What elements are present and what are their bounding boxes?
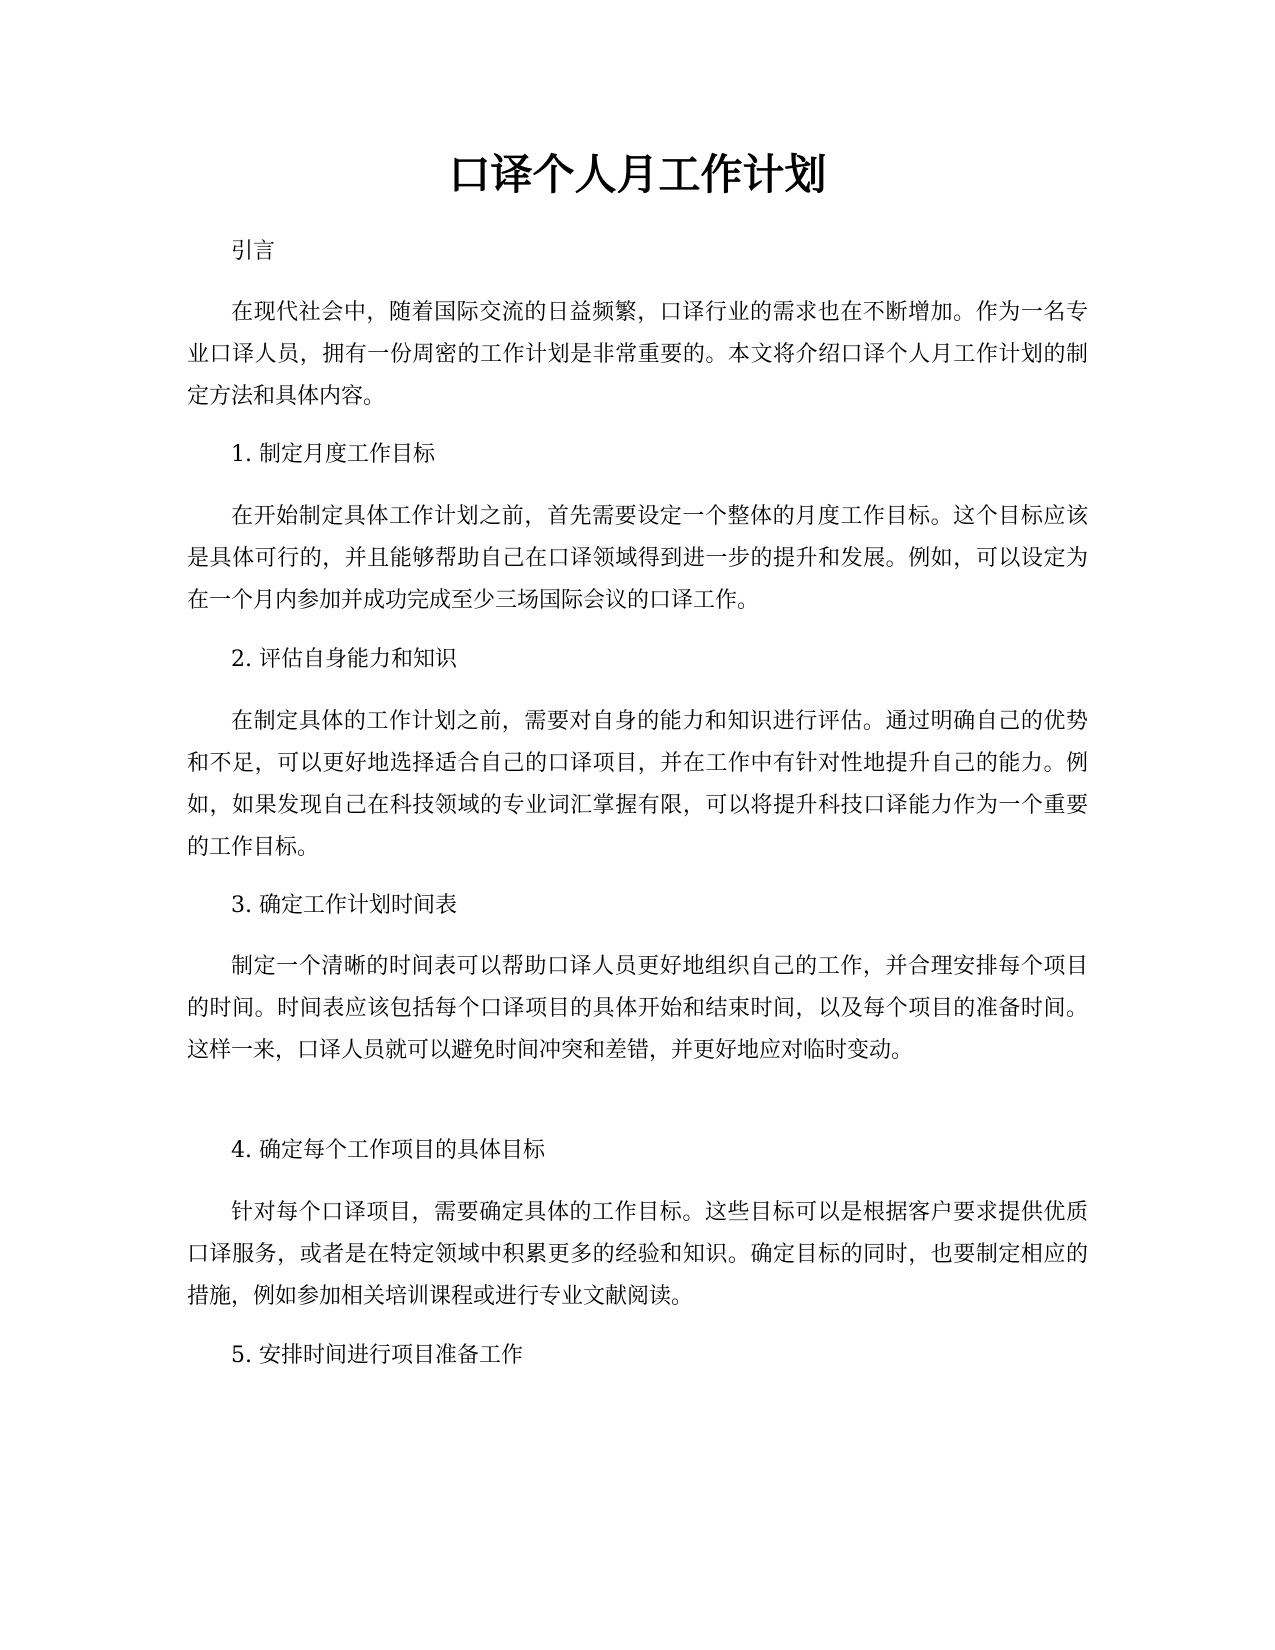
section-paragraph-4: 针对每个口译项目，需要确定具体的工作目标。这些目标可以是根据客户要求提供优质口译服务，或者是在特定领域中积累更多的经验和知识。确定目标的同时，也要制定相应的措施，例如参加相关培训课程或进行专业文献阅读。 (187, 1200, 1088, 1309)
section-paragraph-1: 在开始制定具体工作计划之前，首先需要设定一个整体的月度工作目标。这个目标应该是具体可行的，并且能够帮助自己在口译领域得到进一步的提升和发展。例如，可以设定为在一个月内参加并成功完成至少三场国际会议的口译工作。 (187, 504, 1088, 613)
document-title: 口译个人月工作计划 (448, 150, 827, 199)
section-heading-2: 2. 评估自身能力和知识 (231, 647, 457, 672)
section-paragraph-3: 制定一个清晰的时间表可以帮助口译人员更好地组织自己的工作，并合理安排每个项目的时间。时间表应该包括每个口译项目的具体开始和结束时间，以及每个项目的准备时间。这样一来，口译人员就可以避免时间冲突和差错，并更好地应对临时变动。 (187, 954, 1088, 1063)
section-paragraph-2: 在制定具体的工作计划之前，需要对自身的能力和知识进行评估。通过明确自己的优势和不足，可以更好地选择适合自己的口译项目，并在工作中有针对性地提升自己的能力。例如，如果发现自己在科技领域的专业词汇掌握有限，可以将提升科技口译能力作为一个重要的工作目标。 (187, 709, 1088, 860)
section-heading-5: 5. 安排时间进行项目准备工作 (231, 1343, 523, 1368)
section-heading-4: 4. 确定每个工作项目的具体目标 (231, 1138, 545, 1163)
section-heading-3: 3. 确定工作计划时间表 (231, 893, 457, 918)
section-heading-1: 1. 制定月度工作目标 (231, 442, 435, 467)
intro-paragraph: 在现代社会中，随着国际交流的日益频繁，口译行业的需求也在不断增加。作为一名专业口译人员，拥有一份周密的工作计划是非常重要的。本文将介绍口译个人月工作计划的制定方法和具体内容。 (187, 300, 1088, 409)
intro-heading: 引言 (231, 239, 276, 264)
